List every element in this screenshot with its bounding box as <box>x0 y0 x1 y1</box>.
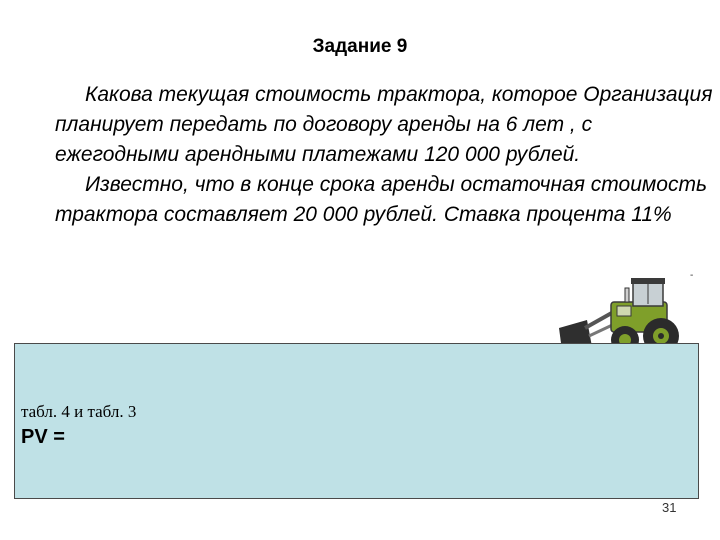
page-number: 31 <box>662 500 677 515</box>
problem-paragraph-2 <box>55 170 715 230</box>
slide-title: Задание 9 <box>312 36 408 57</box>
problem-paragraph-2-text: Известно, что в конце срока аренды остаточная стоимость трактора составляет 20 000 рублей. Ставка процента 11% <box>55 173 708 226</box>
tick-mark: - <box>690 270 694 281</box>
problem-paragraph-1-text: Какова текущая стоимость трактора, которое Организация планирует передать по договору аренды на 6 лет , с ежегодными арендными платежами 120 000 рублей. <box>55 83 713 166</box>
answer-box <box>14 343 699 499</box>
problem-paragraph-1 <box>55 80 715 170</box>
pv-label: PV = <box>21 426 65 448</box>
problem-text <box>55 80 715 230</box>
tables-reference: табл. 4 и табл. 3 <box>21 402 137 421</box>
